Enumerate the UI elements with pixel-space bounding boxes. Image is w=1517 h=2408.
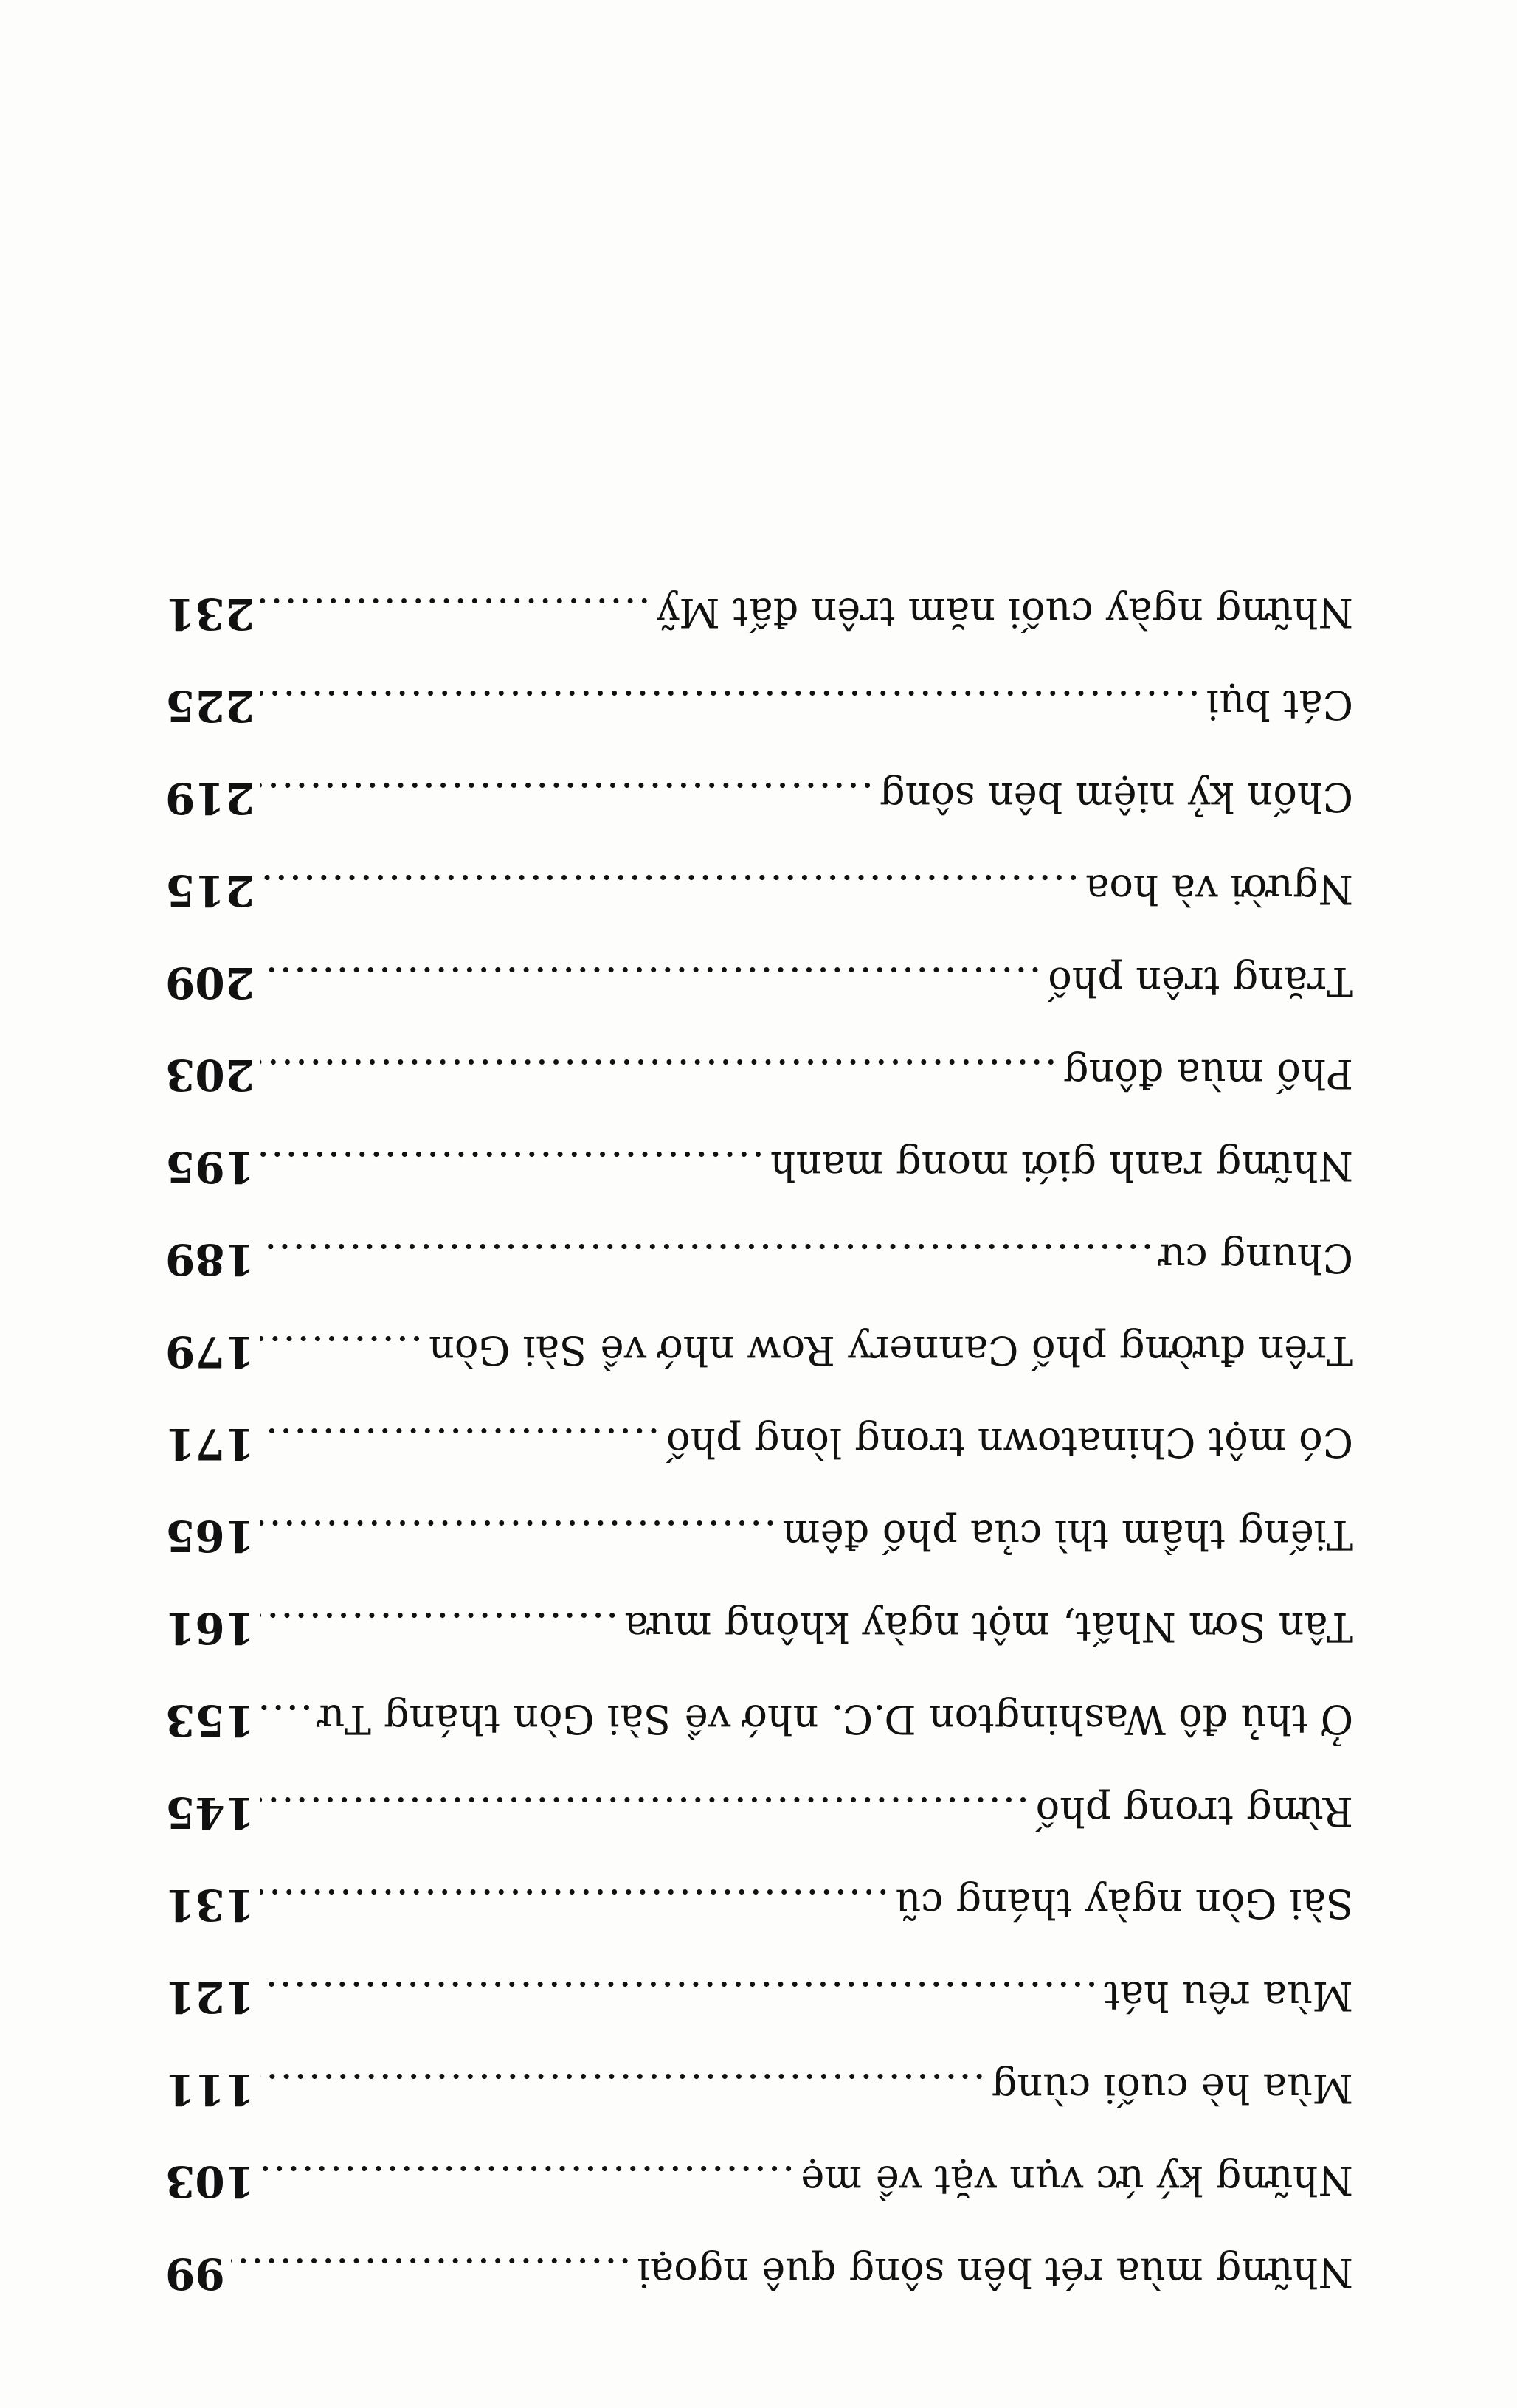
toc-entry-title: Người và hoa	[1085, 866, 1353, 913]
toc-entry	[165, 1322, 1353, 1377]
toc-entry	[165, 584, 1353, 639]
toc-entry-page: 225	[165, 681, 255, 731]
toc-leader-dots	[231, 2249, 632, 2296]
toc-entry-page: 179	[165, 1326, 255, 1377]
toc-entry-page: 209	[165, 958, 255, 1008]
toc-leader-dots	[260, 2157, 795, 2204]
toc-entry	[165, 769, 1353, 823]
toc-entry	[165, 1783, 1353, 1838]
toc-entry	[165, 1045, 1353, 1100]
toc-entry	[165, 1599, 1353, 1653]
toc-entry-page: 131	[165, 1880, 255, 1930]
toc-entry-page: 99	[165, 2249, 225, 2299]
toc-leader-dots	[260, 958, 1042, 1005]
toc-leader-dots	[260, 589, 651, 636]
toc-leader-dots	[260, 2065, 986, 2111]
toc-entry	[165, 1968, 1353, 2022]
toc-entry-page: 171	[165, 1419, 255, 1469]
toc-entry-page: 195	[165, 1142, 255, 1192]
toc-entry	[165, 953, 1353, 1008]
toc-entry-title: Sài Gòn ngày tháng cũ	[895, 1881, 1353, 1927]
toc-entry	[165, 1230, 1353, 1284]
toc-leader-dots	[260, 1881, 889, 1927]
toc-entry	[165, 2060, 1353, 2114]
toc-entry	[165, 1138, 1353, 1192]
toc-entry-page: 231	[165, 589, 255, 639]
toc-leader-dots	[260, 1051, 1057, 1097]
toc-entry-page: 165	[165, 1511, 255, 1561]
toc-entry-title: Những ngày cuối năm trên đất Mỹ	[656, 589, 1353, 636]
toc-leader-dots	[260, 1788, 1029, 1835]
toc-entry-page: 103	[165, 2156, 255, 2207]
toc-entry-page: 111	[165, 2064, 255, 2114]
toc-entry-title: Rừng trong phố	[1035, 1788, 1353, 1835]
toc-entry	[165, 861, 1353, 916]
toc-entry-title: Trăng trên phố	[1047, 958, 1353, 1005]
toc-entry-page: 121	[165, 1972, 255, 2022]
toc-entry-title: Những ranh giới mong manh	[770, 1143, 1353, 1189]
toc-entry	[165, 1414, 1353, 1469]
toc-entry-title: Có một Chinatown trong lòng phố	[666, 1419, 1353, 1466]
toc-entry-title: Tân Sơn Nhất, một ngày không mưa	[624, 1604, 1353, 1650]
toc-entry	[165, 1875, 1353, 1930]
toc-leader-dots	[260, 866, 1079, 913]
toc-leader-dots	[260, 1512, 776, 1558]
toc-leader-dots	[260, 1696, 313, 1743]
toc-entry	[165, 677, 1353, 731]
toc-entry-page: 203	[165, 1050, 255, 1100]
toc-entry-title: Trên đường phố Cannery Row nhớ về Sài Gòn	[429, 1327, 1353, 1374]
toc-entry-page: 145	[165, 1788, 255, 1838]
toc-leader-dots	[260, 1419, 660, 1466]
toc-leader-dots	[260, 774, 874, 820]
toc-entry	[165, 1506, 1353, 1561]
toc-entry-title: Chốn kỷ niệm bên sông	[880, 774, 1353, 820]
toc-leader-dots	[260, 1327, 423, 1374]
toc-entry-title: Những mùa rét bên sông quê ngoại	[637, 2249, 1353, 2296]
toc-entry-page: 161	[165, 1603, 255, 1653]
toc-entry	[165, 1691, 1353, 1746]
toc-entry	[165, 2152, 1353, 2207]
toc-leader-dots	[260, 1973, 1098, 2019]
toc-entry-title: Cát bụi	[1206, 682, 1353, 728]
toc-entry-title: Những ký ức vụn vặt về mẹ	[801, 2157, 1353, 2204]
toc-entry-title: Chung cư	[1159, 1235, 1353, 1281]
toc-leader-dots	[260, 682, 1200, 728]
toc-leader-dots	[260, 1235, 1154, 1281]
toc-entry-title: Ở thủ đô Washington D.C. nhớ về Sài Gòn tháng Tư	[319, 1696, 1353, 1743]
toc-entry-page: 153	[165, 1695, 255, 1746]
toc-entry-page: 215	[165, 865, 255, 916]
toc-entry-title: Tiếng thầm thì của phố đêm	[782, 1512, 1353, 1558]
toc-entry-title: Mùa hè cuối cùng	[991, 2065, 1353, 2111]
toc-entry	[165, 2244, 1353, 2299]
toc-leader-dots	[260, 1604, 618, 1650]
toc-entry-page: 219	[165, 773, 255, 823]
toc-leader-dots	[260, 1143, 764, 1189]
toc-entry-title: Phố mùa đông	[1062, 1051, 1353, 1097]
toc-entry-page: 189	[165, 1234, 255, 1284]
toc-entry-title: Mùa rêu hát	[1104, 1973, 1353, 2019]
